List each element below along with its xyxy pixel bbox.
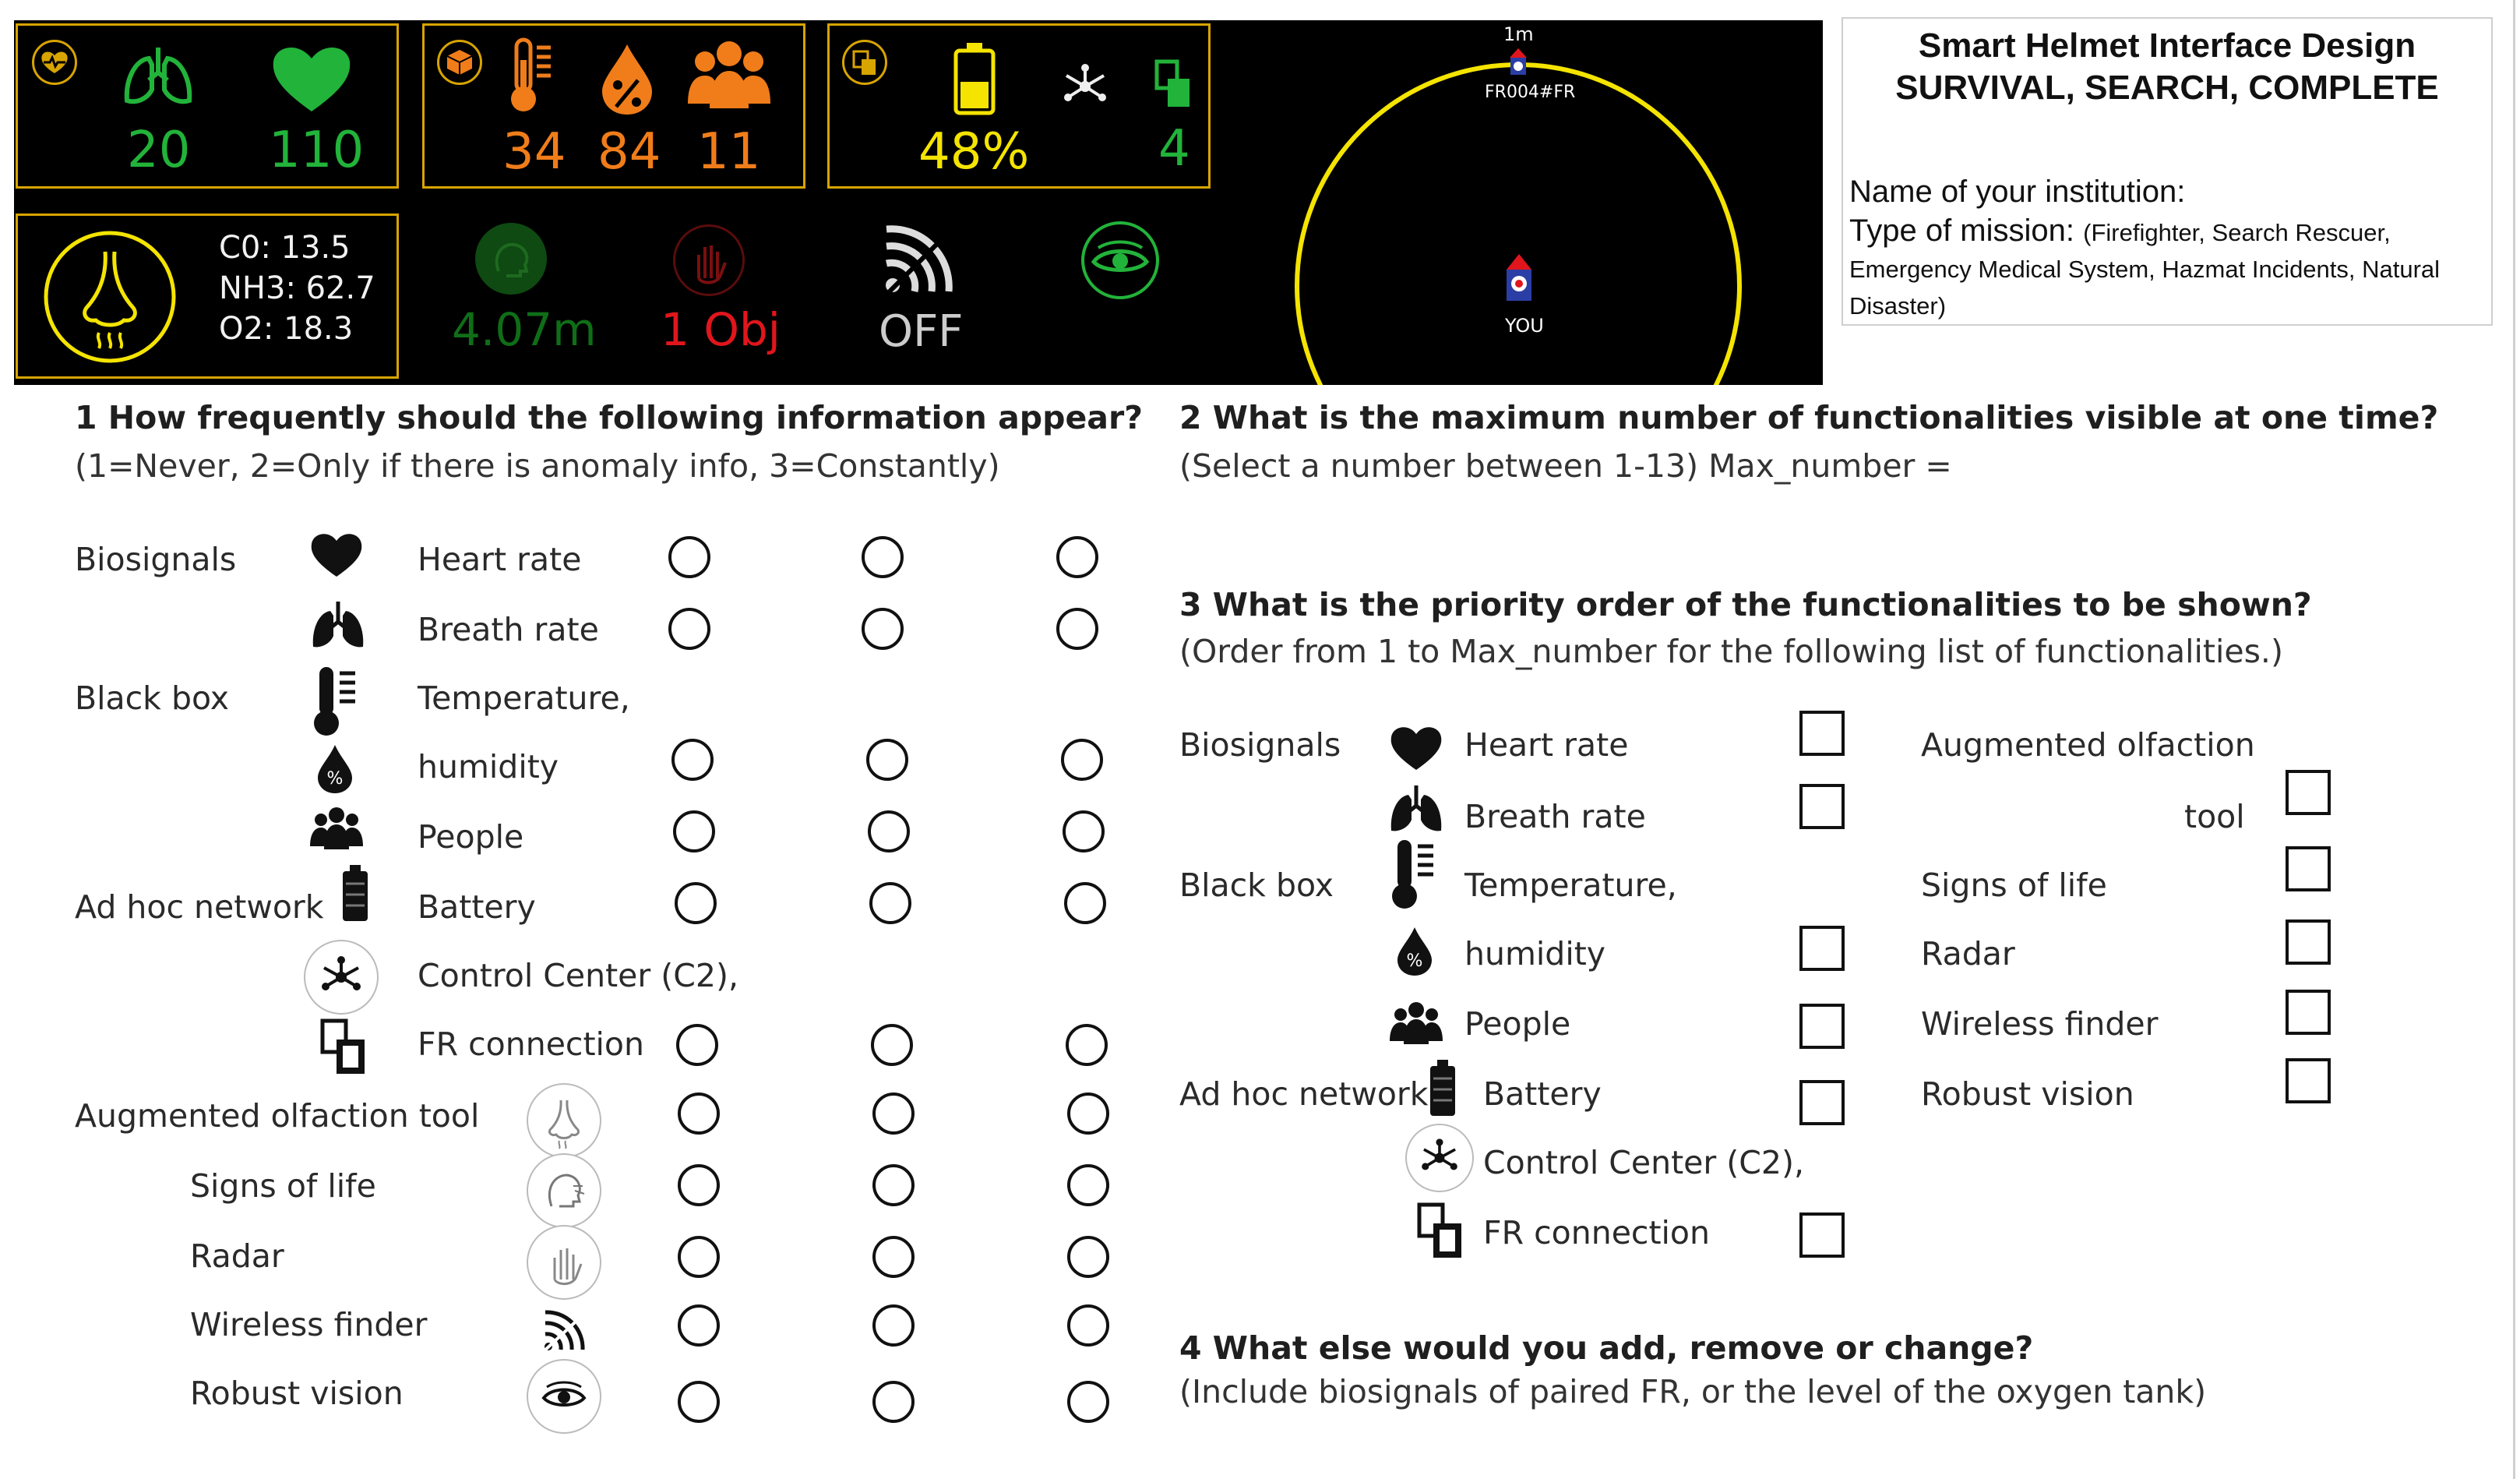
q1-title: 1 How frequently should the following information appear? — [75, 399, 1143, 436]
q1-control-center-label: Control Center (C2), — [418, 957, 739, 994]
control-center-icon — [1405, 1124, 1474, 1192]
q1-wireless-finder-anomaly-radio[interactable] — [872, 1304, 915, 1347]
q3-group-black-box: Black box — [1179, 867, 1334, 904]
thermometer-icon — [506, 37, 560, 118]
q3-olfaction-label: Augmented olfaction — [1921, 726, 2255, 764]
q1-signs-of-life-anomaly-radio[interactable] — [872, 1164, 915, 1206]
hud-gas-panel — [16, 214, 399, 379]
q3-radar-label: Radar — [1921, 935, 2015, 972]
hud-humidity-value: 84 — [597, 123, 661, 181]
helmet-hud-preview — [14, 20, 1823, 385]
hud-connection-value: 4 — [1158, 120, 1190, 178]
heart-icon — [269, 40, 354, 115]
q1-people-anomaly-radio[interactable] — [868, 810, 910, 852]
hud-network-badge — [842, 40, 887, 85]
survey-info-box — [1842, 17, 2493, 326]
fr-connection-icon — [1416, 1202, 1471, 1261]
hud-co-value: C0: 13.5 — [219, 230, 351, 266]
survey-title: Smart Helmet Interface Design — [1918, 26, 2416, 65]
q3-wireless-finder-priority-box[interactable] — [2286, 990, 2331, 1035]
q1-battery-anomaly-radio[interactable] — [869, 882, 911, 924]
signs-of-life-icon — [527, 1153, 601, 1228]
q1-humidity-never-radio[interactable] — [671, 739, 714, 781]
mission-type-options: (Firefighter, Search Rescuer, Emergency Medical System, Hazmat Incidents, Natural Disaster) — [1849, 219, 2441, 319]
q2-hint[interactable]: (Select a number between 1-13) Max_number = — [1179, 447, 1952, 485]
connection-badge-icon — [844, 42, 885, 83]
q1-breath-rate-never-radio[interactable] — [668, 608, 710, 650]
q1-signs-of-life-constantly-radio[interactable] — [1067, 1164, 1109, 1206]
nose-icon — [40, 227, 180, 367]
q3-people-priority-box[interactable] — [1799, 1004, 1845, 1049]
people-icon — [686, 37, 772, 111]
hud-network-panel — [827, 23, 1211, 189]
q3-signs-of-life-label: Signs of life — [1921, 867, 2107, 904]
heart-monitor-icon — [34, 42, 75, 83]
q1-group-black-box: Black box — [75, 679, 230, 717]
radar-scale-label: 1m — [1503, 23, 1534, 45]
hud-heart-value: 110 — [269, 122, 365, 179]
q3-breath-rate-label: Breath rate — [1464, 798, 1646, 835]
q1-hint: (1=Never, 2=Only if there is anomaly info, 3=Constantly) — [75, 447, 1000, 485]
q3-robust-vision-label: Robust vision — [1921, 1075, 2134, 1113]
q1-breath-rate-constantly-radio[interactable] — [1056, 608, 1098, 650]
q3-hint: (Order from 1 to Max_number for the following list of functionalities.) — [1179, 633, 2283, 670]
fr-connection-icon — [1152, 57, 1194, 111]
radar-user-label: YOU — [1505, 315, 1544, 337]
lungs-icon — [119, 41, 197, 111]
q1-heart-rate-anomaly-radio[interactable] — [862, 536, 904, 578]
people-icon — [310, 804, 363, 851]
q1-battery-never-radio[interactable] — [675, 882, 717, 924]
q4-title: 4 What else would you add, remove or change? — [1179, 1329, 2034, 1367]
q4-hint[interactable]: (Include biosignals of paired FR, or the level of the oxygen tank) — [1179, 1373, 2207, 1410]
hud-nh3-value: NH3: 62.7 — [219, 270, 375, 306]
institution-label[interactable]: Name of your institution: — [1849, 175, 2186, 209]
q2-title: 2 What is the maximum number of functionalities visible at one time? — [1179, 399, 2439, 436]
control-center-icon — [304, 940, 379, 1015]
q1-olfaction-anomaly-radio[interactable] — [872, 1092, 915, 1135]
hud-battery-value: 48% — [918, 123, 1030, 181]
heart-icon — [308, 528, 365, 578]
q1-radar-anomaly-radio[interactable] — [872, 1236, 915, 1278]
q1-group-olfaction: Augmented olfaction tool — [75, 1097, 480, 1135]
q3-signs-of-life-priority-box[interactable] — [2286, 846, 2331, 891]
radar-icon — [527, 1225, 601, 1300]
radar-teammate-label: FR004#FR — [1485, 83, 1576, 102]
q1-heart-rate-constantly-radio[interactable] — [1056, 536, 1098, 578]
q1-people-label: People — [418, 818, 524, 856]
q1-olfaction-never-radio[interactable] — [678, 1092, 720, 1135]
q1-fr-connection-label: FR connection — [418, 1025, 645, 1063]
q1-temperature-label: Temperature, — [418, 679, 630, 717]
q1-humidity-anomaly-radio[interactable] — [866, 739, 908, 781]
q3-group-biosignals: Biosignals — [1179, 726, 1341, 764]
q3-title: 3 What is the priority order of the functionalities to be shown? — [1179, 586, 2312, 623]
robust-vision-icon — [527, 1359, 601, 1434]
q1-fr-connection-never-radio[interactable] — [676, 1024, 718, 1066]
humidity-icon — [313, 742, 357, 796]
q3-olfaction-priority-box[interactable] — [2286, 770, 2331, 815]
hud-temperature-value: 34 — [502, 123, 566, 181]
q1-radar-constantly-radio[interactable] — [1067, 1236, 1109, 1278]
q1-people-constantly-radio[interactable] — [1063, 810, 1105, 852]
hud-biosignals-badge — [32, 40, 77, 85]
q3-people-label: People — [1464, 1005, 1571, 1043]
humidity-icon — [1393, 924, 1436, 979]
battery-icon — [1427, 1058, 1458, 1119]
hud-radar-objects: 1 Obj — [661, 303, 781, 356]
q1-robust-vision-anomaly-radio[interactable] — [872, 1381, 915, 1423]
wireless-finder-hud-icon — [874, 218, 960, 304]
hud-breath-value: 20 — [127, 122, 191, 179]
q3-wireless-finder-label: Wireless finder — [1921, 1005, 2159, 1043]
q1-group-biosignals: Biosignals — [75, 541, 237, 578]
control-center-icon — [1060, 63, 1110, 110]
q3-radar-priority-box[interactable] — [2286, 920, 2331, 965]
user-marker-icon — [1502, 252, 1536, 307]
q3-control-center-label: Control Center (C2), — [1483, 1144, 1805, 1181]
q3-fr-connection-label: FR connection — [1483, 1214, 1711, 1251]
q3-group-adhoc: Ad hoc network — [1179, 1075, 1429, 1113]
q1-wireless-finder-label: Wireless finder — [190, 1306, 428, 1343]
q1-robust-vision-label: Robust vision — [190, 1375, 404, 1412]
hud-blackbox-badge — [437, 40, 482, 85]
thermometer-icon — [310, 664, 361, 739]
q1-humidity-label: humidity — [418, 748, 559, 785]
q1-robust-vision-never-radio[interactable] — [678, 1381, 720, 1423]
battery-icon — [340, 863, 371, 924]
teammate-marker-icon — [1507, 47, 1530, 78]
q1-olfaction-constantly-radio[interactable] — [1067, 1092, 1109, 1135]
thermometer-icon — [1388, 837, 1440, 912]
q1-robust-vision-constantly-radio[interactable] — [1067, 1381, 1109, 1423]
q3-humidity-priority-box[interactable] — [1799, 926, 1845, 971]
q3-battery-label: Battery — [1483, 1075, 1602, 1113]
augmented-olfaction-icon — [527, 1083, 601, 1158]
q1-battery-constantly-radio[interactable] — [1064, 882, 1106, 924]
q1-heart-rate-label: Heart rate — [418, 541, 582, 578]
q3-temperature-label: Temperature, — [1464, 867, 1677, 904]
people-icon — [1390, 999, 1443, 1046]
q1-humidity-constantly-radio[interactable] — [1061, 739, 1103, 781]
q1-breath-rate-label: Breath rate — [418, 611, 599, 648]
q3-heart-rate-priority-box[interactable] — [1799, 711, 1845, 756]
heart-icon — [1388, 722, 1444, 771]
battery-icon — [951, 41, 998, 116]
fr-connection-icon — [319, 1018, 374, 1077]
q3-breath-rate-priority-box[interactable] — [1799, 784, 1845, 829]
q1-group-adhoc: Ad hoc network — [75, 888, 324, 926]
q3-olfaction-label-tool: tool — [2184, 798, 2245, 835]
mission-type-label[interactable] — [1849, 214, 2480, 323]
survey-subtitle: SURVIVAL, SEARCH, COMPLETE — [1895, 69, 2439, 107]
q3-heart-rate-label: Heart rate — [1464, 726, 1629, 764]
hud-signs-distance: 4.07m — [452, 303, 597, 356]
black-box-icon — [439, 42, 480, 83]
radar-hud-icon — [673, 224, 745, 296]
q3-robust-vision-priority-box[interactable] — [2286, 1058, 2331, 1103]
q3-humidity-label: humidity — [1464, 935, 1606, 972]
humidity-icon — [596, 40, 658, 118]
wireless-finder-icon — [539, 1308, 590, 1354]
q1-fr-connection-constantly-radio[interactable] — [1066, 1024, 1108, 1066]
radar-view — [1285, 20, 1753, 385]
hud-biosignals-panel — [16, 23, 399, 189]
q1-breath-rate-anomaly-radio[interactable] — [862, 608, 904, 650]
q1-wireless-finder-never-radio[interactable] — [678, 1304, 720, 1347]
hud-blackbox-panel — [422, 23, 805, 189]
q3-fr-connection-priority-box[interactable] — [1799, 1212, 1845, 1258]
q1-wireless-finder-constantly-radio[interactable] — [1067, 1304, 1109, 1347]
q1-radar-label: Radar — [190, 1237, 284, 1275]
q1-radar-never-radio[interactable] — [678, 1236, 720, 1278]
signs-of-life-hud-icon — [475, 223, 547, 295]
svg-text:%: % — [326, 769, 344, 789]
lungs-icon — [1387, 782, 1446, 837]
q3-battery-priority-box[interactable] — [1799, 1080, 1845, 1125]
svg-text:%: % — [1406, 951, 1423, 971]
q1-people-never-radio[interactable] — [673, 810, 715, 852]
hud-people-value: 11 — [697, 123, 761, 181]
robust-vision-hud-icon — [1080, 220, 1161, 301]
q1-signs-of-life-label: Signs of life — [190, 1167, 376, 1205]
q1-fr-connection-anomaly-radio[interactable] — [871, 1024, 913, 1066]
page-right-border — [2513, 0, 2515, 1479]
hud-o2-value: O2: 18.3 — [219, 311, 354, 347]
q1-heart-rate-never-radio[interactable] — [668, 536, 710, 578]
q1-battery-label: Battery — [418, 888, 536, 926]
mission-type-title: Type of mission: — [1849, 214, 2075, 248]
lungs-icon — [308, 598, 368, 653]
hud-wireless-state: OFF — [879, 306, 964, 357]
q1-signs-of-life-never-radio[interactable] — [678, 1164, 720, 1206]
